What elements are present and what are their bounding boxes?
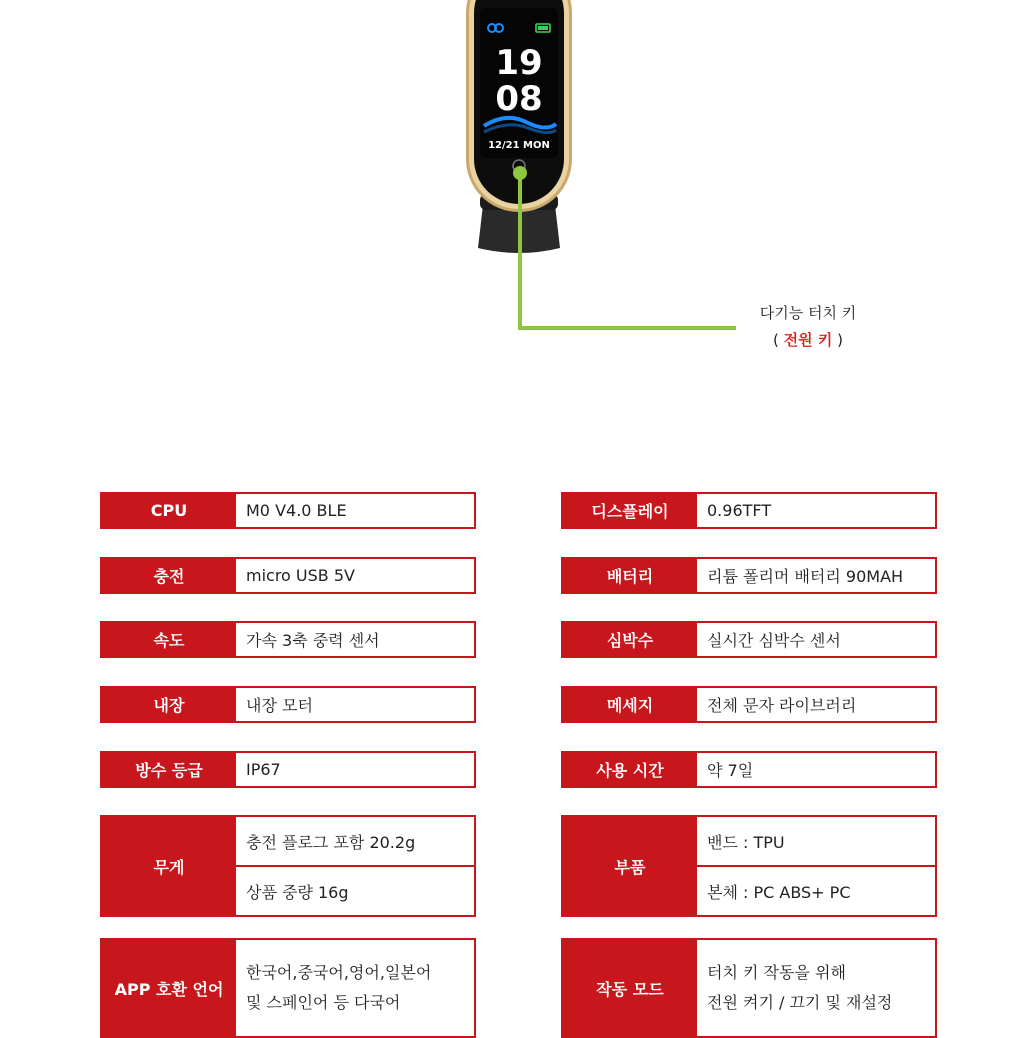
spec-row: [100, 492, 476, 529]
spec-row: [561, 492, 937, 529]
spec-value: [697, 494, 935, 527]
spec-value-line: 전체 문자 라이브러리: [707, 696, 857, 715]
spec-value-line: 약 7일: [707, 761, 754, 780]
spec-value-line: 터치 키 작동을 위해: [707, 963, 846, 982]
spec-value: [236, 559, 474, 592]
spec-label: 충전: [102, 559, 236, 592]
spec-value: [697, 940, 935, 1036]
callout-line-horizontal: [518, 326, 736, 330]
spec-value-line: 가속 3축 중력 센서: [246, 631, 380, 650]
spec-label: 방수 등급: [102, 753, 236, 786]
spec-row: [561, 621, 937, 658]
spec-label: CPU: [102, 494, 236, 527]
spec-value: [697, 753, 935, 786]
spec-value-line: 리튬 폴리머 배터리 90MAH: [707, 567, 904, 586]
spec-row: [561, 938, 937, 1038]
spec-value-line: 밴드 : TPU: [707, 832, 785, 852]
spec-label: 메세지: [563, 688, 697, 721]
spec-value-line: micro USB 5V: [246, 566, 355, 585]
spec-label: 심박수: [563, 623, 697, 656]
spec-value: [236, 688, 474, 721]
watch-minute: 08: [495, 79, 543, 119]
spec-value: [697, 688, 935, 721]
paren-close: ): [832, 331, 843, 349]
watch-hour: 19: [495, 43, 543, 83]
spec-row: [100, 938, 476, 1038]
spec-value-line: 0.96TFT: [707, 501, 772, 520]
spec-value: [697, 559, 935, 592]
spec-value: [236, 494, 474, 527]
spec-label: 디스플레이: [563, 494, 697, 527]
callout-title: 다기능 터치 키: [759, 304, 857, 322]
spec-value-line: IP67: [246, 760, 281, 779]
spec-value: [236, 940, 474, 1036]
power-key-label: 전원 키: [783, 331, 833, 349]
spec-value: [236, 817, 474, 915]
spec-value: [697, 817, 935, 915]
spec-row: [561, 557, 937, 594]
callout-label: [748, 300, 868, 354]
spec-label: APP 호환 언어: [102, 940, 236, 1036]
spec-row: [561, 751, 937, 788]
spec-value-line: 상품 중량 16g: [236, 865, 474, 915]
spec-label: 부품: [563, 817, 697, 915]
spec-label: 속도: [102, 623, 236, 656]
spec-label: 배터리: [563, 559, 697, 592]
spec-label: 무게: [102, 817, 236, 915]
spec-row: [100, 815, 476, 917]
spec-row: [100, 686, 476, 723]
spec-row: [100, 621, 476, 658]
spec-value-line: 실시간 심박수 센서: [707, 631, 841, 650]
spec-label: 작동 모드: [563, 940, 697, 1036]
callout-line-vertical: [518, 172, 522, 330]
spec-row: [100, 557, 476, 594]
spec-row: [100, 751, 476, 788]
callout-subtitle: [748, 327, 868, 354]
spec-value-line: 전원 켜기 / 끄기 및 재설정: [707, 993, 893, 1012]
spec-row: [561, 815, 937, 917]
spec-label: 내장: [102, 688, 236, 721]
spec-value: [697, 623, 935, 656]
spec-value-line: M0 V4.0 BLE: [246, 501, 347, 520]
spec-value: [236, 623, 474, 656]
paren-open: (: [773, 331, 784, 349]
watch-date: 12/21 MON: [488, 140, 550, 151]
spec-value-line: 본체 : PC ABS+ PC: [697, 865, 935, 915]
spec-value: [236, 753, 474, 786]
spec-value-line: 내장 모터: [246, 696, 313, 715]
spec-value-line: 충전 플로그 포함 20.2g: [246, 832, 416, 852]
spec-value-line: 한국어,중국어,영어,일본어: [246, 963, 432, 982]
spec-value-line: 및 스페인어 등 다국어: [246, 993, 401, 1012]
spec-label: 사용 시간: [563, 753, 697, 786]
spec-row: [561, 686, 937, 723]
